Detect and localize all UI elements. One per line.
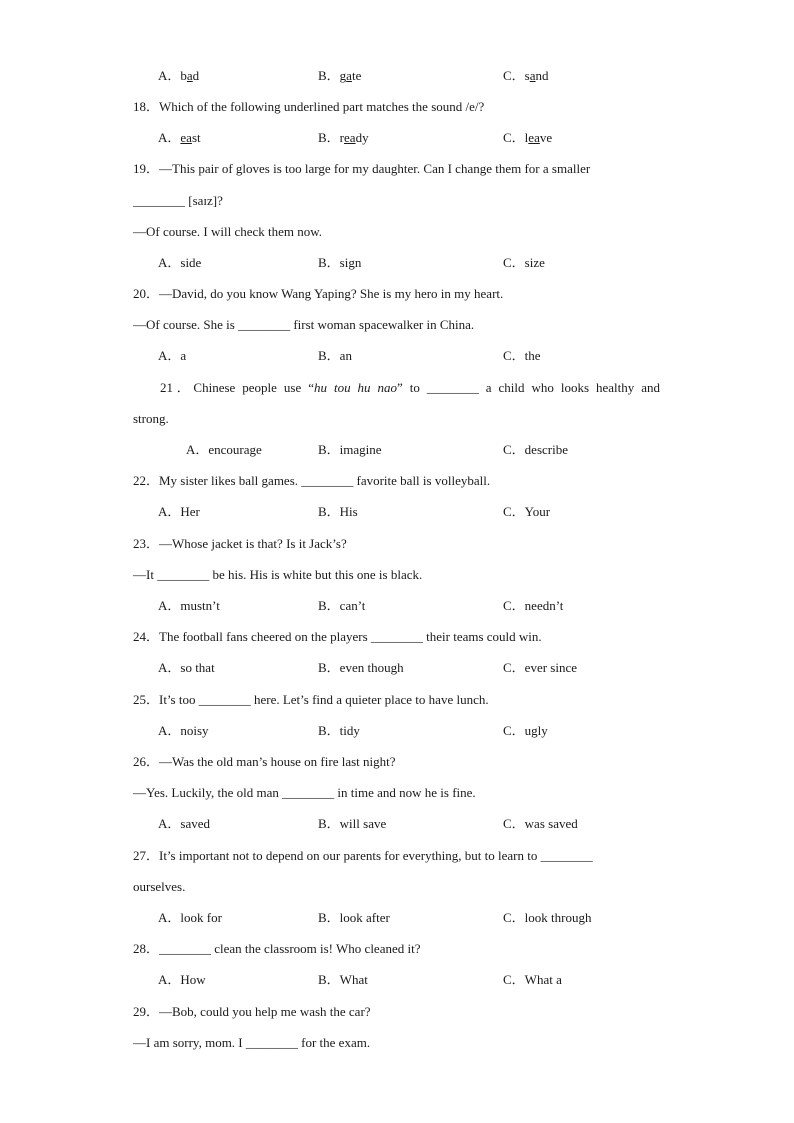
q19-option-c: C．size [503, 255, 545, 270]
option-text: ve [539, 130, 553, 145]
q22-option-a: A．Her [158, 504, 200, 519]
q25-option-b: B．tidy [318, 723, 360, 738]
q25-stem: 25．It’s too ________ here. Let’s find a quieter place to have lunch. [133, 692, 489, 707]
q23-option-a: A．mustn’t [158, 598, 220, 613]
q21-option-c: C．describe [503, 442, 568, 457]
underlined-letters: ea [344, 130, 356, 145]
option-text: g [339, 68, 347, 83]
q28-option-c: C．What a [503, 972, 562, 987]
q21-stem-line2: strong. [133, 411, 169, 426]
q25-option-a: A．noisy [158, 723, 209, 738]
option-label: B． [318, 68, 340, 83]
q29-stem-line2: —I am sorry, mom. I ________ for the exam. [133, 1035, 371, 1050]
option-label: C． [503, 68, 525, 83]
q23-option-c: C．needn’t [503, 598, 564, 613]
option-text: d [192, 68, 200, 83]
q26-stem-line2: —Yes. Luckily, the old man ________ in time and now he is fine. [133, 785, 476, 800]
q25-option-c: C．ugly [503, 723, 548, 738]
q18-stem: 18．Which of the following underlined part matches the sound /e/? [133, 99, 485, 114]
option-label: C． [503, 130, 525, 145]
q17-option-a [158, 68, 199, 84]
option-label: B． [318, 130, 340, 145]
underlined-letters: a [186, 68, 193, 83]
q19-stem-line3: —Of course. I will check them now. [133, 224, 323, 239]
option-label: A． [158, 130, 181, 145]
underlined-letters: ea [180, 130, 192, 145]
option-text: st [191, 130, 201, 145]
underlined-letters: a [346, 68, 352, 83]
q26-option-b: B．will save [318, 816, 387, 831]
q19-stem-line1: 19．—This pair of gloves is too large for my daughter. Can I change them for a smaller [133, 161, 591, 176]
q27-option-b: B．look after [318, 910, 390, 925]
q28-stem: 28．________ clean the classroom is! Who cleaned it? [133, 941, 421, 956]
q20-option-c: C．the [503, 348, 541, 363]
option-text: b [180, 68, 187, 83]
q23-option-b: B．can’t [318, 598, 366, 613]
q18-option-c [503, 130, 552, 146]
q18-option-b [318, 130, 369, 146]
q20-stem-line2: —Of course. She is ________ first woman spacewalker in China. [133, 317, 475, 332]
q20-option-b: B．an [318, 348, 352, 363]
q21-option-a: A．encourage [186, 442, 262, 457]
stem-text: ” to ________ a child who looks healthy and [397, 380, 660, 395]
option-text: nd [535, 68, 549, 83]
q19-option-b: B．sign [318, 255, 362, 270]
q21-stem-line1 [160, 380, 660, 396]
option-text: s [524, 68, 530, 83]
q27-option-a: A．look for [158, 910, 222, 925]
stem-text: 21．Chinese people use “ [160, 380, 314, 395]
italic-phrase: hu tou hu nao [313, 380, 397, 395]
q20-stem-line1: 20．—David, do you know Wang Yaping? She is my hero in my heart. [133, 286, 504, 301]
option-text: l [524, 130, 529, 145]
q26-option-c: C．was saved [503, 816, 578, 831]
q17-option-b [318, 68, 361, 84]
q29-stem-line1: 29．—Bob, could you help me wash the car? [133, 1004, 371, 1019]
option-label: A． [158, 68, 181, 83]
option-text: r [339, 130, 345, 145]
q27-option-c: C．look through [503, 910, 592, 925]
q23-stem-line1: 23．—Whose jacket is that? Is it Jack’s? [133, 536, 347, 551]
q27-stem-line1: 27．It’s important not to depend on our parents for everything, but to learn to ________ [133, 848, 593, 863]
underlined-letters: ea [528, 130, 540, 145]
q19-stem-line2: ________ [saɪz]? [133, 193, 223, 208]
q22-option-c: C．Your [503, 504, 551, 519]
q22-stem: 22．My sister likes ball games. ________ favorite ball is volleyball. [133, 473, 491, 488]
q28-option-a: A．How [158, 972, 206, 987]
q24-option-c: C．ever since [503, 660, 578, 675]
q21-option-b: B．imagine [318, 442, 382, 457]
q22-option-b: B．His [318, 504, 358, 519]
q20-option-a: A．a [158, 348, 187, 363]
q18-option-a [158, 130, 201, 146]
q26-option-a: A．saved [158, 816, 210, 831]
q27-stem-line2: ourselves. [133, 879, 186, 894]
underlined-letters: a [529, 68, 536, 83]
option-text: te [351, 68, 362, 83]
q26-stem-line1: 26．—Was the old man’s house on fire last night? [133, 754, 396, 769]
q24-stem: 24．The football fans cheered on the players ________ their teams could win. [133, 629, 542, 644]
q23-stem-line2: —It ________ be his. His is white but this one is black. [133, 567, 423, 582]
q19-option-a: A．side [158, 255, 202, 270]
q24-option-a: A．so that [158, 660, 215, 675]
q24-option-b: B．even though [318, 660, 404, 675]
option-text: dy [355, 130, 369, 145]
q28-option-b: B．What [318, 972, 368, 987]
q17-option-c [503, 68, 549, 84]
